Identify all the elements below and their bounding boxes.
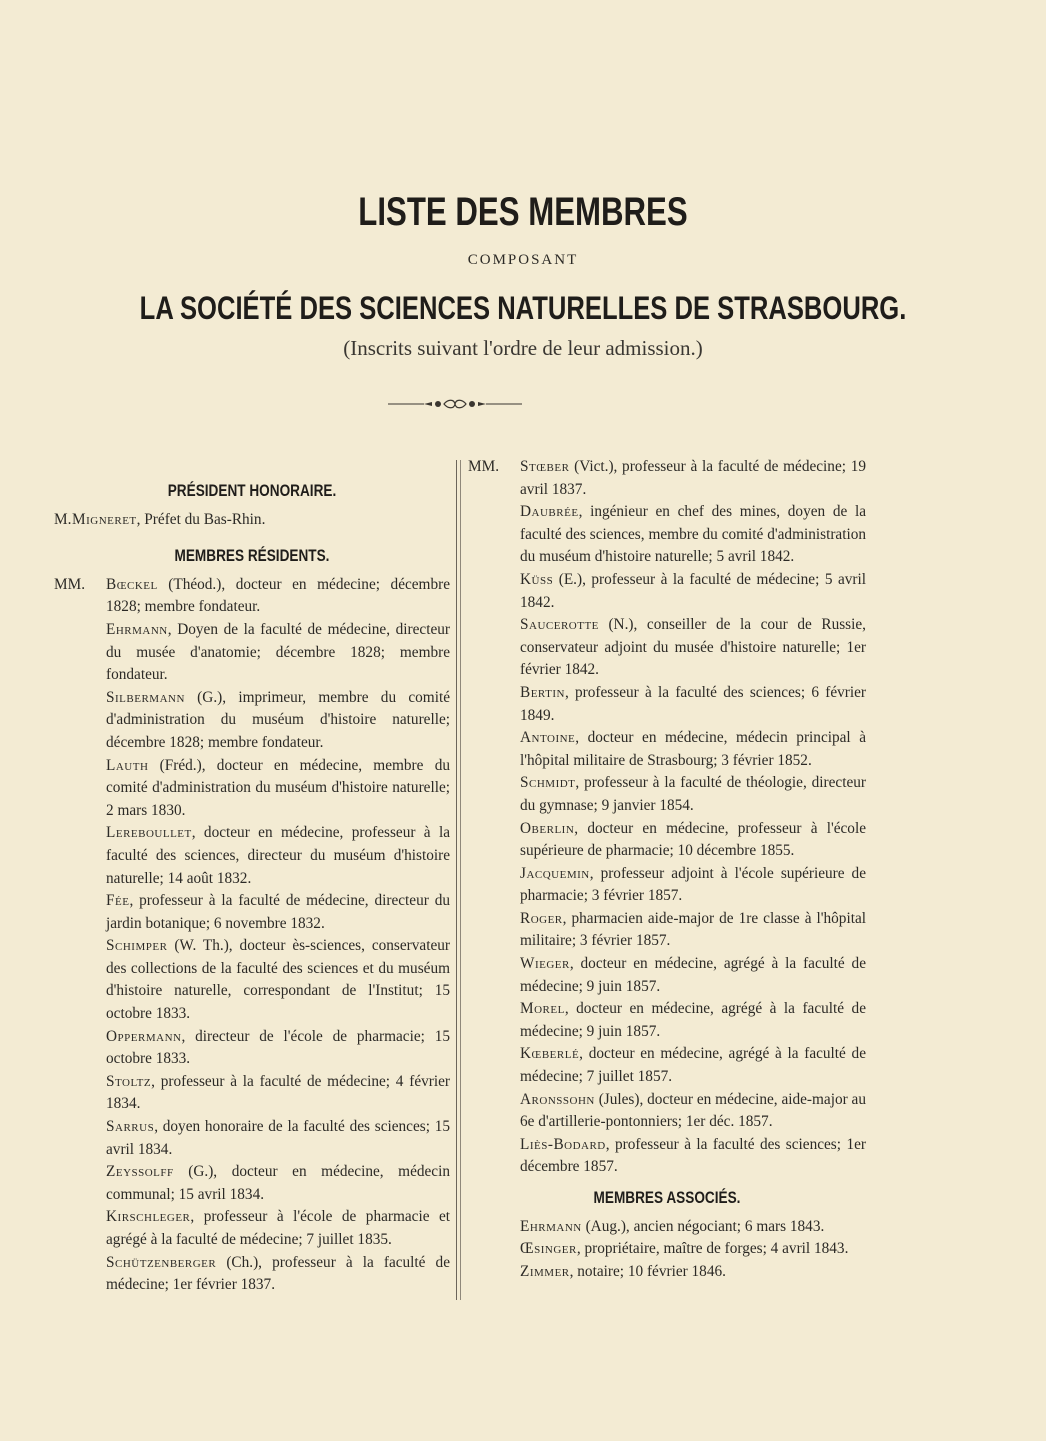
member-entry bbox=[468, 818, 866, 863]
member-details: (G.), docteur en médecine, médecin communal; 15 avril 1834. bbox=[106, 1163, 450, 1203]
member-entry bbox=[468, 1043, 866, 1088]
member-name: Bœckel bbox=[106, 575, 158, 593]
member-details: , docteur en médecine, professeur à la faculté des sciences, directeur du muséum d'histoire naturelle; 14 août 1832. bbox=[106, 824, 450, 887]
page-title: LISTE DES MEMBRES bbox=[358, 190, 688, 234]
member-entry bbox=[468, 998, 866, 1043]
member-name: Daubrée bbox=[520, 503, 579, 521]
member-details: , docteur en médecine, agrégé à la faculté de médecine; 7 juillet 1857. bbox=[520, 1045, 866, 1086]
member-details: (E.), professeur à la faculté de médecine; 5 avril 1842. bbox=[520, 570, 866, 611]
member-entry bbox=[468, 1089, 866, 1134]
member-entry bbox=[54, 935, 450, 1025]
admission-note: (Inscrits suivant l'ordre de leur admission.) bbox=[343, 336, 703, 360]
member-name: Ehrmann bbox=[106, 620, 168, 638]
member-entry bbox=[468, 682, 866, 727]
member-details: , professeur à la faculté des sciences; 1er décembre 1857. bbox=[520, 1135, 866, 1176]
member-entry bbox=[54, 687, 450, 755]
member-entry bbox=[54, 1252, 450, 1297]
member-name: Schimper bbox=[106, 937, 168, 955]
member-details: (Jules), docteur en médecine, aide-major au 6e d'artillerie-pontonniers; 1er déc. 1857. bbox=[520, 1090, 866, 1131]
right-column bbox=[468, 456, 866, 1283]
member-entry bbox=[468, 1134, 866, 1179]
member-entry bbox=[54, 822, 450, 890]
member-details: (N.), conseiller de la cour de Russie, conservateur adjoint du musée d'histoire naturelle; 1er février 1842. bbox=[520, 616, 866, 679]
resident-members-list-continued bbox=[468, 456, 866, 1179]
member-details: , notaire; 10 février 1846. bbox=[569, 1262, 726, 1280]
member-name: Silbermann bbox=[106, 688, 185, 706]
member-name: Kœberlé bbox=[520, 1045, 580, 1063]
member-name: Lereboullet bbox=[106, 824, 192, 842]
member-name: Zeyssolff bbox=[106, 1163, 174, 1181]
section-heading-residents: MEMBRES RÉSIDENTS. bbox=[174, 546, 330, 566]
member-name: Antoine bbox=[520, 729, 576, 747]
member-name: Ehrmann bbox=[520, 1217, 582, 1235]
member-details: (W. Th.), docteur ès-sciences, conservateur des collections de la faculté des sciences et du muséum d'histoire naturelle, correspondant de l'Institut; 15 octobre 1833. bbox=[106, 937, 450, 1023]
society-name: LA SOCIÉTÉ DES SCIENCES NATURELLES DE STRASBOURG. bbox=[139, 290, 907, 326]
member-name: Aronssohn bbox=[520, 1090, 595, 1108]
member-entry bbox=[54, 1026, 450, 1071]
member-details: , pharmacien aide-major de 1re classe à l'hôpital militaire; 3 février 1857. bbox=[520, 909, 866, 950]
member-name: Morel bbox=[520, 1000, 565, 1018]
member-entry bbox=[468, 1216, 866, 1239]
member-entry bbox=[468, 569, 866, 614]
member-details: , directeur de l'école de pharmacie; 15 octobre 1833. bbox=[106, 1027, 450, 1068]
member-details: (G.), imprimeur, membre du comité d'administration du muséum d'histoire naturelle; décembre 1828; membre fondateur. bbox=[106, 688, 450, 751]
member-name: Œsinger bbox=[520, 1240, 577, 1258]
member-name: Stœber bbox=[520, 458, 570, 475]
member-details: , professeur à la faculté de médecine; 4 février 1834. bbox=[106, 1072, 450, 1113]
member-name: Wieger bbox=[520, 955, 570, 973]
member-entry bbox=[54, 619, 450, 687]
member-name: Sarrus bbox=[106, 1118, 155, 1136]
member-entry bbox=[468, 908, 866, 953]
entry-prefix: MM. bbox=[54, 575, 86, 593]
member-name: Küss bbox=[520, 570, 554, 588]
member-entry bbox=[54, 1206, 450, 1251]
member-details: , professeur à l'école de pharmacie et agrégé à la faculté de médecine; 7 juillet 1835. bbox=[106, 1208, 450, 1248]
member-name: Schmidt bbox=[520, 774, 576, 792]
member-details: , professeur à la faculté de théologie, directeur du gymnase; 9 janvier 1854. bbox=[520, 774, 866, 814]
member-entry bbox=[468, 727, 866, 772]
member-details: , professeur à la faculté de médecine, directeur du jardin botanique; 6 novembre 1832. bbox=[106, 892, 450, 932]
member-details: , doyen honoraire de la faculté des sciences; 15 avril 1834. bbox=[106, 1118, 450, 1158]
section-heading-president: PRÉSIDENT HONORAIRE. bbox=[167, 481, 337, 500]
member-name: Jacquemin bbox=[520, 864, 590, 882]
president-entry: M.Migneret, Préfet du Bas-Rhin. bbox=[54, 510, 266, 528]
member-name: Liès-Bodard bbox=[520, 1135, 606, 1153]
member-details: , professeur adjoint à l'école supérieure de pharmacie; 3 février 1857. bbox=[520, 864, 866, 905]
member-entry bbox=[468, 863, 866, 908]
member-name: Roger bbox=[520, 909, 563, 927]
member-details: , propriétaire, maître de forges; 4 avril 1843. bbox=[576, 1240, 849, 1258]
member-entry bbox=[468, 501, 866, 569]
member-name: Saucerotte bbox=[520, 616, 599, 634]
member-details: , ingénieur en chef des mines, doyen de la faculté des sciences, membre du comité d'administration du muséum d'histoire naturelle; 5 avril 1842. bbox=[520, 503, 866, 566]
member-details: (Théod.), docteur en médecine; décembre 1828; membre fondateur. bbox=[106, 575, 450, 616]
member-entry bbox=[54, 1116, 450, 1161]
resident-members-list bbox=[54, 574, 450, 1297]
subtitle: COMPOSANT bbox=[467, 252, 579, 268]
member-details: , docteur en médecine, professeur à l'école supérieure de pharmacie; 10 décembre 1855. bbox=[520, 819, 866, 860]
member-details: , Doyen de la faculté de médecine, directeur du musée d'anatomie; décembre 1828; membre fondateur. bbox=[106, 620, 450, 684]
associate-members-list bbox=[468, 1216, 866, 1284]
member-entry bbox=[468, 456, 866, 501]
member-entry bbox=[54, 574, 450, 619]
ornament-divider-icon bbox=[388, 397, 522, 411]
member-name: Oppermann bbox=[106, 1027, 182, 1045]
member-entry bbox=[54, 890, 450, 935]
left-column bbox=[54, 456, 450, 1297]
member-details: , docteur en médecine, agrégé à la faculté de médecine; 9 juin 1857. bbox=[520, 1000, 866, 1040]
member-name: Oberlin bbox=[520, 819, 575, 837]
member-name: Kirschleger bbox=[106, 1208, 191, 1226]
member-name: Bertin bbox=[520, 683, 565, 701]
entry-prefix: MM. bbox=[468, 458, 500, 475]
member-entry bbox=[468, 953, 866, 998]
member-entry bbox=[468, 614, 866, 682]
section-heading-associates: MEMBRES ASSOCIÉS. bbox=[593, 1188, 741, 1207]
column-divider bbox=[456, 460, 457, 1300]
member-entry bbox=[468, 1238, 866, 1261]
member-name: Lauth bbox=[106, 756, 149, 774]
member-details: , professeur à la faculté des sciences; 6 février 1849. bbox=[520, 683, 866, 724]
member-name: Zimmer bbox=[520, 1262, 570, 1280]
member-entry bbox=[468, 772, 866, 817]
member-name: Fée bbox=[106, 892, 130, 910]
member-entry bbox=[54, 1161, 450, 1206]
member-details: (Vict.), professeur à la faculté de médecine; 19 avril 1837. bbox=[520, 458, 866, 498]
member-details: , docteur en médecine, agrégé à la faculté de médecine; 9 juin 1857. bbox=[520, 955, 866, 995]
member-details: (Aug.), ancien négociant; 6 mars 1843. bbox=[581, 1217, 825, 1235]
member-name: Schützenberger bbox=[106, 1253, 217, 1271]
member-details: (Ch.), professeur à la faculté de médecine; 1er février 1837. bbox=[106, 1253, 450, 1294]
member-details: (Fréd.), docteur en médecine, membre du comité d'administration du muséum d'histoire naturelle; 2 mars 1830. bbox=[106, 756, 450, 819]
column-divider-inner bbox=[460, 460, 461, 1300]
member-name: Stoltz bbox=[106, 1072, 152, 1090]
member-entry bbox=[468, 1261, 866, 1284]
member-entry bbox=[54, 1071, 450, 1116]
member-entry bbox=[54, 755, 450, 823]
member-details: , docteur en médecine, médecin principal à l'hôpital militaire de Strasbourg; 3 février 1852. bbox=[520, 729, 866, 769]
